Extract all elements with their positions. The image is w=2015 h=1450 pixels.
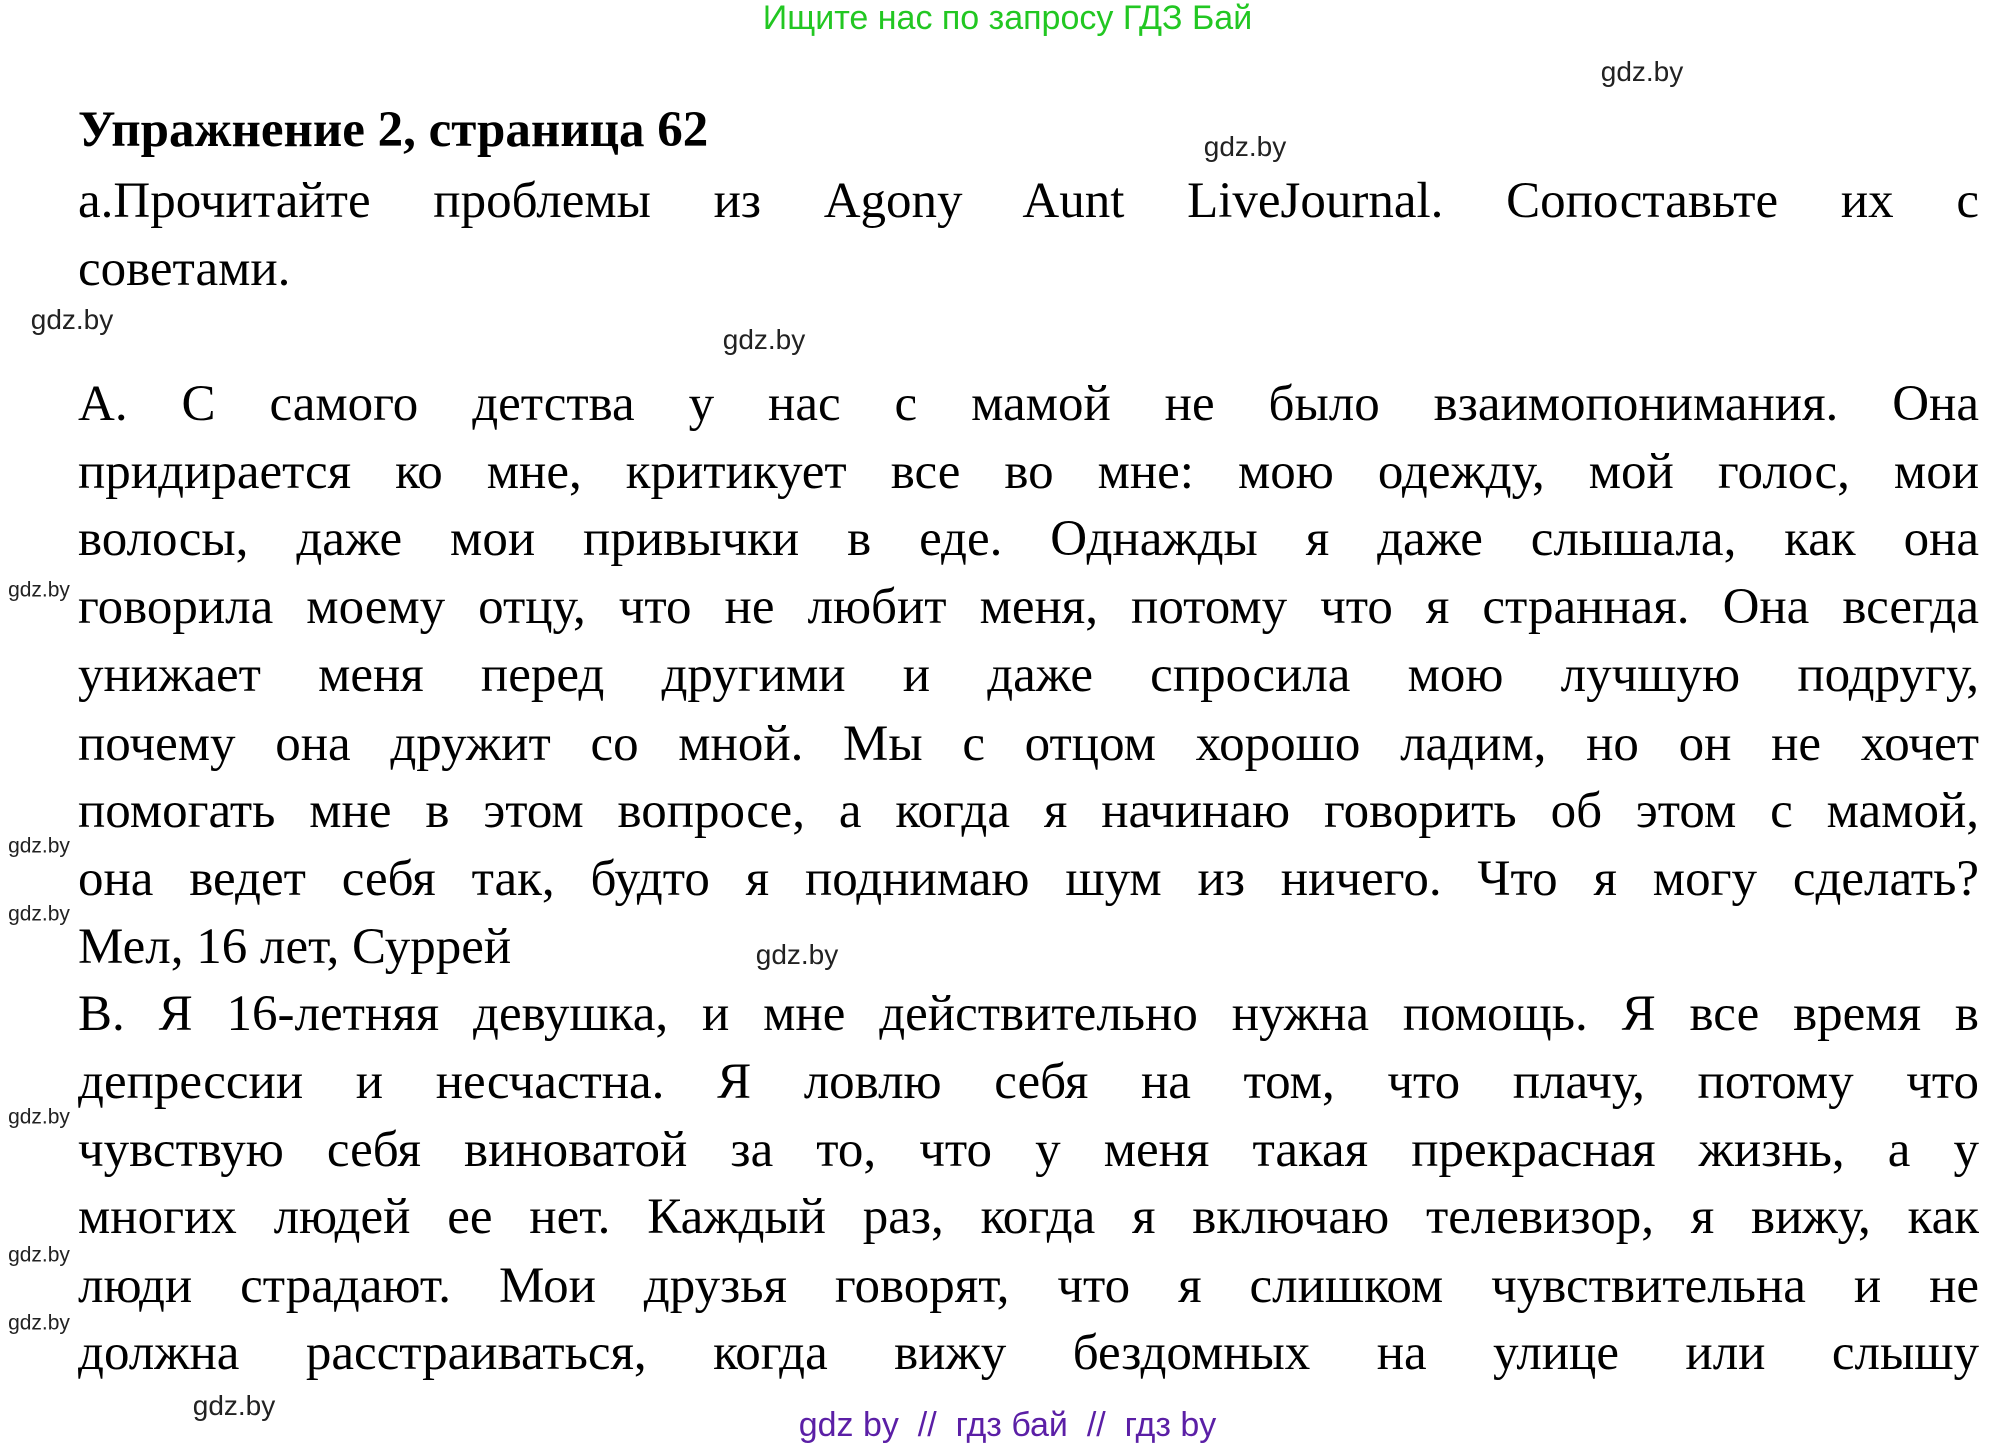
text-line: многих людей ее нет. Каждый раз, когда я включаю телевизор, я вижу, как [78, 1189, 1979, 1245]
text-line: должна расстраиваться, когда вижу бездомных на улице или слышу [78, 1325, 1979, 1381]
signature: Мел, 16 лет, Суррей [78, 919, 512, 975]
watermark: gdz.by [8, 578, 70, 602]
footer-links: gdz by // гдз бай // гдз by [798, 1406, 1217, 1444]
text-line: А. С самого детства у нас с мамой не было взаимопонимания. Она [78, 376, 1979, 432]
watermark: gdz.by [8, 1311, 70, 1335]
task-line: советами. [78, 241, 291, 297]
watermark: gdz.by [30, 304, 114, 335]
watermark: gdz.by [722, 324, 806, 355]
text-line: придирается ко мне, критикует все во мне: мою одежду, мой голос, мои [78, 444, 1979, 500]
watermark: gdz.by [8, 1105, 70, 1129]
watermark: gdz.by [755, 939, 839, 970]
text-line: В. Я 16-летняя девушка, и мне действительно нужна помощь. Я все время в [78, 986, 1979, 1042]
text-line: почему она дружит со мной. Мы с отцом хорошо ладим, но он не хочет [78, 716, 1979, 772]
text-line: депрессии и несчастна. Я ловлю себя на том, что плачу, потому что [78, 1054, 1979, 1110]
text-line: она ведет себя так, будто я поднимаю шум из ничего. Что я могу сделать? [78, 851, 1979, 907]
text-line: чувствую себя виноватой за то, что у меня такая прекрасная жизнь, а у [78, 1122, 1979, 1178]
text-line: говорила моему отцу, что не любит меня, потому что я странная. Она всегда [78, 579, 1979, 635]
text-line: волосы, даже мои привычки в еде. Однажды я даже слышала, как она [78, 511, 1979, 567]
task-line: а.Прочитайте проблемы из Agony Aunt LiveJournal. Сопоставьте их с [78, 173, 1979, 229]
text-line: унижает меня перед другими и даже спросила мою лучшую подругу, [78, 647, 1979, 703]
header-banner: Ищите нас по запросу ГДЗ Бай [762, 0, 1253, 37]
watermark: gdz.by [192, 1390, 276, 1421]
text-line: помогать мне в этом вопросе, а когда я начинаю говорить об этом с мамой, [78, 783, 1979, 839]
watermark: gdz.by [8, 834, 70, 858]
watermark: gdz.by [8, 1243, 70, 1267]
watermark: gdz.by [1600, 56, 1684, 87]
watermark: gdz.by [8, 902, 70, 926]
page-title: Упражнение 2, страница 62 [78, 102, 709, 158]
watermark: gdz.by [1203, 131, 1287, 162]
text-line: люди страдают. Мои друзья говорят, что я слишком чувствительна и не [78, 1258, 1979, 1314]
